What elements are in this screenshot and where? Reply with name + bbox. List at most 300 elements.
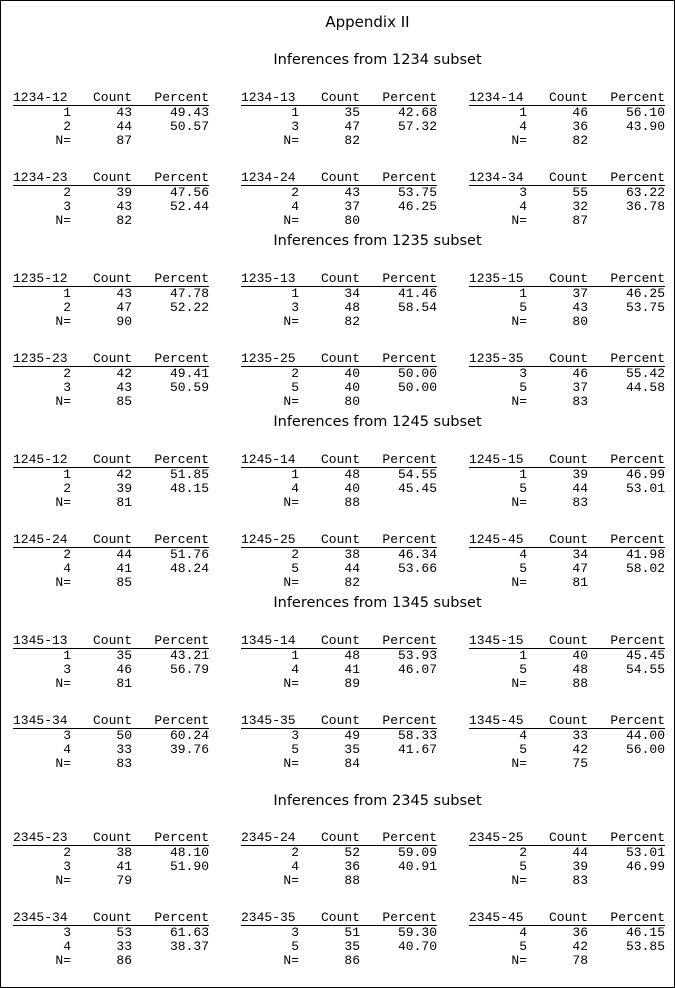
- percent-cell: 53.75: [397, 185, 437, 200]
- percent-header: Percent: [382, 532, 437, 547]
- count-header: Count: [92, 90, 132, 105]
- percent-cell: 50.00: [397, 380, 437, 395]
- category-cell: 3: [291, 728, 299, 743]
- category-cell: 4: [519, 728, 527, 743]
- total-row: [469, 134, 665, 148]
- n-label: N=: [511, 213, 527, 228]
- inference-table: [469, 714, 665, 771]
- percent-cell: 47.78: [169, 286, 209, 301]
- category-cell: 2: [63, 300, 71, 315]
- percent-header: Percent: [154, 633, 209, 648]
- n-label: N=: [55, 953, 71, 968]
- n-value: 87: [572, 213, 588, 228]
- count-cell: 47: [116, 300, 132, 315]
- n-value: 85: [116, 394, 132, 409]
- table-label: 1235-12: [13, 271, 68, 286]
- table-header: [241, 911, 437, 926]
- total-row: [13, 134, 209, 148]
- total-row: [241, 496, 437, 510]
- count-header: Count: [320, 532, 360, 547]
- table-label: 1345-15: [469, 633, 524, 648]
- count-header: Count: [548, 351, 588, 366]
- percent-cell: 58.33: [397, 728, 437, 743]
- total-row: [13, 214, 209, 228]
- table-label: 1234-13: [241, 90, 296, 105]
- table-header: [241, 533, 437, 548]
- category-cell: 1: [291, 467, 299, 482]
- total-row: [469, 954, 665, 968]
- category-cell: 1: [291, 286, 299, 301]
- total-row: [13, 315, 209, 329]
- percent-cell: 46.25: [397, 199, 437, 214]
- table-row: [241, 468, 437, 482]
- percent-header: Percent: [382, 910, 437, 925]
- table-row: [469, 562, 665, 576]
- n-label: N=: [511, 676, 527, 691]
- n-value: 82: [344, 314, 360, 329]
- percent-cell: 46.25: [625, 286, 665, 301]
- count-header: Count: [320, 90, 360, 105]
- table-header: [241, 831, 437, 846]
- total-row: [469, 677, 665, 691]
- category-cell: 2: [63, 845, 71, 860]
- count-cell: 33: [116, 939, 132, 954]
- count-cell: 49: [344, 728, 360, 743]
- table-row: [241, 186, 437, 200]
- table-header: [469, 272, 665, 287]
- table-label: 1245-15: [469, 452, 524, 467]
- category-cell: 5: [519, 380, 527, 395]
- count-cell: 35: [116, 648, 132, 663]
- count-header: Count: [548, 271, 588, 286]
- n-label: N=: [55, 314, 71, 329]
- percent-header: Percent: [610, 713, 665, 728]
- count-header: Count: [320, 271, 360, 286]
- percent-cell: 53.66: [397, 561, 437, 576]
- count-cell: 43: [116, 105, 132, 120]
- category-cell: 4: [63, 939, 71, 954]
- inference-table: [469, 533, 665, 590]
- percent-cell: 48.15: [169, 481, 209, 496]
- table-header: [469, 171, 665, 186]
- table-row: [469, 106, 665, 120]
- count-cell: 55: [572, 185, 588, 200]
- n-label: N=: [511, 953, 527, 968]
- table-row: [13, 663, 209, 677]
- category-cell: 4: [291, 662, 299, 677]
- n-label: N=: [511, 575, 527, 590]
- table-label: 1245-25: [241, 532, 296, 547]
- total-row: [469, 576, 665, 590]
- count-cell: 39: [572, 467, 588, 482]
- table-row: [241, 729, 437, 743]
- inference-table: [13, 91, 209, 148]
- total-row: [469, 395, 665, 409]
- count-cell: 51: [344, 925, 360, 940]
- count-header: Count: [92, 271, 132, 286]
- percent-header: Percent: [382, 351, 437, 366]
- count-header: Count: [92, 532, 132, 547]
- count-cell: 38: [344, 547, 360, 562]
- inference-table: [469, 91, 665, 148]
- n-label: N=: [283, 314, 299, 329]
- total-row: [13, 576, 209, 590]
- n-value: 83: [116, 756, 132, 771]
- table-row: [13, 649, 209, 663]
- percent-cell: 36.78: [625, 199, 665, 214]
- n-label: N=: [511, 873, 527, 888]
- category-cell: 1: [519, 286, 527, 301]
- n-value: 80: [344, 213, 360, 228]
- percent-cell: 45.45: [397, 481, 437, 496]
- percent-cell: 40.91: [397, 859, 437, 874]
- category-cell: 3: [291, 925, 299, 940]
- table-row: [469, 860, 665, 874]
- category-cell: 1: [291, 648, 299, 663]
- table-label: 1234-34: [469, 170, 524, 185]
- percent-cell: 55.42: [625, 366, 665, 381]
- count-cell: 38: [116, 845, 132, 860]
- table-label: 1234-23: [13, 170, 68, 185]
- category-cell: 3: [63, 728, 71, 743]
- percent-cell: 43.21: [169, 648, 209, 663]
- count-cell: 43: [572, 300, 588, 315]
- table-row: [469, 743, 665, 757]
- n-label: N=: [283, 495, 299, 510]
- category-cell: 4: [63, 561, 71, 576]
- n-label: N=: [55, 213, 71, 228]
- total-row: [241, 576, 437, 590]
- percent-header: Percent: [154, 271, 209, 286]
- percent-header: Percent: [154, 713, 209, 728]
- table-header: [241, 91, 437, 106]
- percent-cell: 57.32: [397, 119, 437, 134]
- n-label: N=: [511, 394, 527, 409]
- table-label: 1345-34: [13, 713, 68, 728]
- percent-cell: 53.93: [397, 648, 437, 663]
- category-cell: 5: [291, 742, 299, 757]
- table-row: [241, 301, 437, 315]
- table-row: [241, 846, 437, 860]
- percent-cell: 48.24: [169, 561, 209, 576]
- table-row: [469, 729, 665, 743]
- percent-cell: 38.37: [169, 939, 209, 954]
- category-cell: 3: [63, 859, 71, 874]
- inference-table: [469, 911, 665, 968]
- count-cell: 39: [116, 481, 132, 496]
- percent-header: Percent: [610, 90, 665, 105]
- table-header: [469, 91, 665, 106]
- n-value: 86: [116, 953, 132, 968]
- inference-table: [241, 634, 437, 691]
- percent-cell: 45.45: [625, 648, 665, 663]
- subset-heading: Inferences from 1245 subset: [273, 414, 482, 430]
- count-cell: 44: [572, 481, 588, 496]
- count-header: Count: [320, 633, 360, 648]
- percent-cell: 51.76: [169, 547, 209, 562]
- percent-header: Percent: [154, 452, 209, 467]
- table-label: 1245-12: [13, 452, 68, 467]
- count-cell: 40: [344, 481, 360, 496]
- table-row: [241, 287, 437, 301]
- table-row: [241, 649, 437, 663]
- n-value: 82: [344, 133, 360, 148]
- count-cell: 41: [116, 561, 132, 576]
- n-label: N=: [511, 133, 527, 148]
- percent-cell: 50.57: [169, 119, 209, 134]
- count-cell: 48: [572, 662, 588, 677]
- inference-table: [13, 714, 209, 771]
- count-header: Count: [320, 351, 360, 366]
- count-cell: 42: [572, 742, 588, 757]
- table-row: [13, 846, 209, 860]
- table-header: [469, 533, 665, 548]
- inference-table: [469, 272, 665, 329]
- inference-table: [241, 453, 437, 510]
- table-label: 2345-45: [469, 910, 524, 925]
- category-cell: 2: [63, 119, 71, 134]
- table-label: 1235-13: [241, 271, 296, 286]
- n-value: 75: [572, 756, 588, 771]
- count-cell: 42: [116, 366, 132, 381]
- table-header: [241, 634, 437, 649]
- category-cell: 5: [291, 561, 299, 576]
- category-cell: 5: [519, 561, 527, 576]
- inference-table: [241, 911, 437, 968]
- n-label: N=: [283, 873, 299, 888]
- percent-header: Percent: [154, 532, 209, 547]
- page-title: Appendix II: [325, 13, 410, 31]
- category-cell: 4: [63, 742, 71, 757]
- table-header: [241, 171, 437, 186]
- count-cell: 41: [116, 859, 132, 874]
- percent-cell: 50.59: [169, 380, 209, 395]
- table-row: [469, 301, 665, 315]
- count-header: Count: [548, 532, 588, 547]
- inference-table: [241, 91, 437, 148]
- table-header: [13, 911, 209, 926]
- n-value: 87: [116, 133, 132, 148]
- table-header: [13, 533, 209, 548]
- n-value: 81: [116, 676, 132, 691]
- table-label: 1245-14: [241, 452, 296, 467]
- table-row: [13, 367, 209, 381]
- percent-cell: 60.24: [169, 728, 209, 743]
- count-header: Count: [548, 90, 588, 105]
- count-cell: 43: [116, 380, 132, 395]
- inference-table: [469, 171, 665, 228]
- percent-cell: 41.46: [397, 286, 437, 301]
- n-value: 85: [116, 575, 132, 590]
- count-cell: 40: [344, 366, 360, 381]
- count-cell: 37: [572, 286, 588, 301]
- inference-table: [469, 352, 665, 409]
- percent-cell: 46.34: [397, 547, 437, 562]
- table-header: [241, 453, 437, 468]
- count-header: Count: [548, 633, 588, 648]
- category-cell: 5: [519, 662, 527, 677]
- category-cell: 5: [519, 939, 527, 954]
- total-row: [13, 677, 209, 691]
- n-value: 83: [572, 394, 588, 409]
- n-label: N=: [511, 495, 527, 510]
- percent-cell: 53.85: [625, 939, 665, 954]
- category-cell: 2: [291, 366, 299, 381]
- table-row: [469, 186, 665, 200]
- percent-header: Percent: [610, 452, 665, 467]
- percent-header: Percent: [154, 830, 209, 845]
- count-cell: 42: [116, 467, 132, 482]
- table-label: 1345-13: [13, 633, 68, 648]
- total-row: [469, 496, 665, 510]
- category-cell: 4: [291, 481, 299, 496]
- total-row: [13, 874, 209, 888]
- inference-table: [241, 533, 437, 590]
- n-label: N=: [511, 314, 527, 329]
- percent-cell: 43.90: [625, 119, 665, 134]
- percent-cell: 53.75: [625, 300, 665, 315]
- category-cell: 1: [519, 467, 527, 482]
- percent-cell: 49.43: [169, 105, 209, 120]
- n-value: 88: [344, 873, 360, 888]
- category-cell: 5: [291, 380, 299, 395]
- table-row: [13, 482, 209, 496]
- table-row: [13, 186, 209, 200]
- category-cell: 4: [519, 199, 527, 214]
- table-label: 1234-12: [13, 90, 68, 105]
- count-cell: 44: [572, 845, 588, 860]
- percent-cell: 58.02: [625, 561, 665, 576]
- table-row: [469, 367, 665, 381]
- count-header: Count: [92, 830, 132, 845]
- category-cell: 3: [63, 199, 71, 214]
- percent-header: Percent: [610, 351, 665, 366]
- category-cell: 2: [63, 366, 71, 381]
- table-label: 1345-14: [241, 633, 296, 648]
- category-cell: 1: [63, 105, 71, 120]
- table-header: [13, 91, 209, 106]
- total-row: [241, 954, 437, 968]
- category-cell: 3: [291, 119, 299, 134]
- table-header: [469, 634, 665, 649]
- count-cell: 46: [572, 105, 588, 120]
- category-cell: 5: [519, 300, 527, 315]
- inference-table: [241, 352, 437, 409]
- table-header: [13, 272, 209, 287]
- percent-cell: 41.98: [625, 547, 665, 562]
- percent-cell: 51.85: [169, 467, 209, 482]
- percent-cell: 61.63: [169, 925, 209, 940]
- table-label: 1234-24: [241, 170, 296, 185]
- table-label: 2345-35: [241, 910, 296, 925]
- category-cell: 1: [63, 467, 71, 482]
- table-row: [469, 548, 665, 562]
- table-header: [241, 714, 437, 729]
- table-row: [241, 120, 437, 134]
- table-row: [241, 482, 437, 496]
- table-row: [469, 200, 665, 214]
- count-header: Count: [548, 713, 588, 728]
- count-cell: 40: [572, 648, 588, 663]
- count-cell: 46: [572, 366, 588, 381]
- subset-heading: Inferences from 1234 subset: [273, 52, 482, 68]
- inference-table: [469, 831, 665, 888]
- percent-cell: 56.10: [625, 105, 665, 120]
- total-row: [469, 874, 665, 888]
- table-header: [241, 352, 437, 367]
- inference-table: [241, 272, 437, 329]
- inference-table: [241, 714, 437, 771]
- percent-header: Percent: [382, 633, 437, 648]
- percent-cell: 39.76: [169, 742, 209, 757]
- count-header: Count: [92, 713, 132, 728]
- count-cell: 35: [344, 742, 360, 757]
- percent-header: Percent: [610, 633, 665, 648]
- count-header: Count: [320, 910, 360, 925]
- table-row: [241, 940, 437, 954]
- total-row: [241, 677, 437, 691]
- n-value: 80: [344, 394, 360, 409]
- count-cell: 33: [116, 742, 132, 757]
- count-cell: 44: [344, 561, 360, 576]
- n-value: 86: [344, 953, 360, 968]
- percent-cell: 53.01: [625, 481, 665, 496]
- subset-heading: Inferences from 2345 subset: [273, 793, 482, 809]
- percent-cell: 44.58: [625, 380, 665, 395]
- table-row: [13, 381, 209, 395]
- category-cell: 2: [291, 547, 299, 562]
- table-row: [13, 860, 209, 874]
- total-row: [241, 214, 437, 228]
- n-value: 90: [116, 314, 132, 329]
- count-cell: 40: [344, 380, 360, 395]
- table-row: [241, 200, 437, 214]
- n-label: N=: [55, 676, 71, 691]
- n-label: N=: [55, 495, 71, 510]
- percent-header: Percent: [382, 271, 437, 286]
- count-cell: 33: [572, 728, 588, 743]
- percent-header: Percent: [154, 90, 209, 105]
- percent-header: Percent: [382, 452, 437, 467]
- category-cell: 2: [63, 481, 71, 496]
- percent-cell: 51.90: [169, 859, 209, 874]
- count-cell: 48: [344, 300, 360, 315]
- percent-cell: 54.55: [625, 662, 665, 677]
- percent-header: Percent: [382, 90, 437, 105]
- percent-cell: 58.54: [397, 300, 437, 315]
- count-header: Count: [320, 170, 360, 185]
- table-row: [469, 846, 665, 860]
- table-label: 2345-25: [469, 830, 524, 845]
- total-row: [13, 954, 209, 968]
- table-row: [469, 120, 665, 134]
- n-value: 82: [116, 213, 132, 228]
- count-cell: 35: [344, 939, 360, 954]
- n-value: 82: [572, 133, 588, 148]
- n-value: 81: [572, 575, 588, 590]
- percent-cell: 54.55: [397, 467, 437, 482]
- table-row: [13, 301, 209, 315]
- n-label: N=: [55, 756, 71, 771]
- total-row: [13, 496, 209, 510]
- count-header: Count: [92, 633, 132, 648]
- count-header: Count: [92, 170, 132, 185]
- percent-cell: 50.00: [397, 366, 437, 381]
- table-row: [13, 562, 209, 576]
- table-label: 1345-35: [241, 713, 296, 728]
- table-header: [469, 352, 665, 367]
- inference-table: [13, 171, 209, 228]
